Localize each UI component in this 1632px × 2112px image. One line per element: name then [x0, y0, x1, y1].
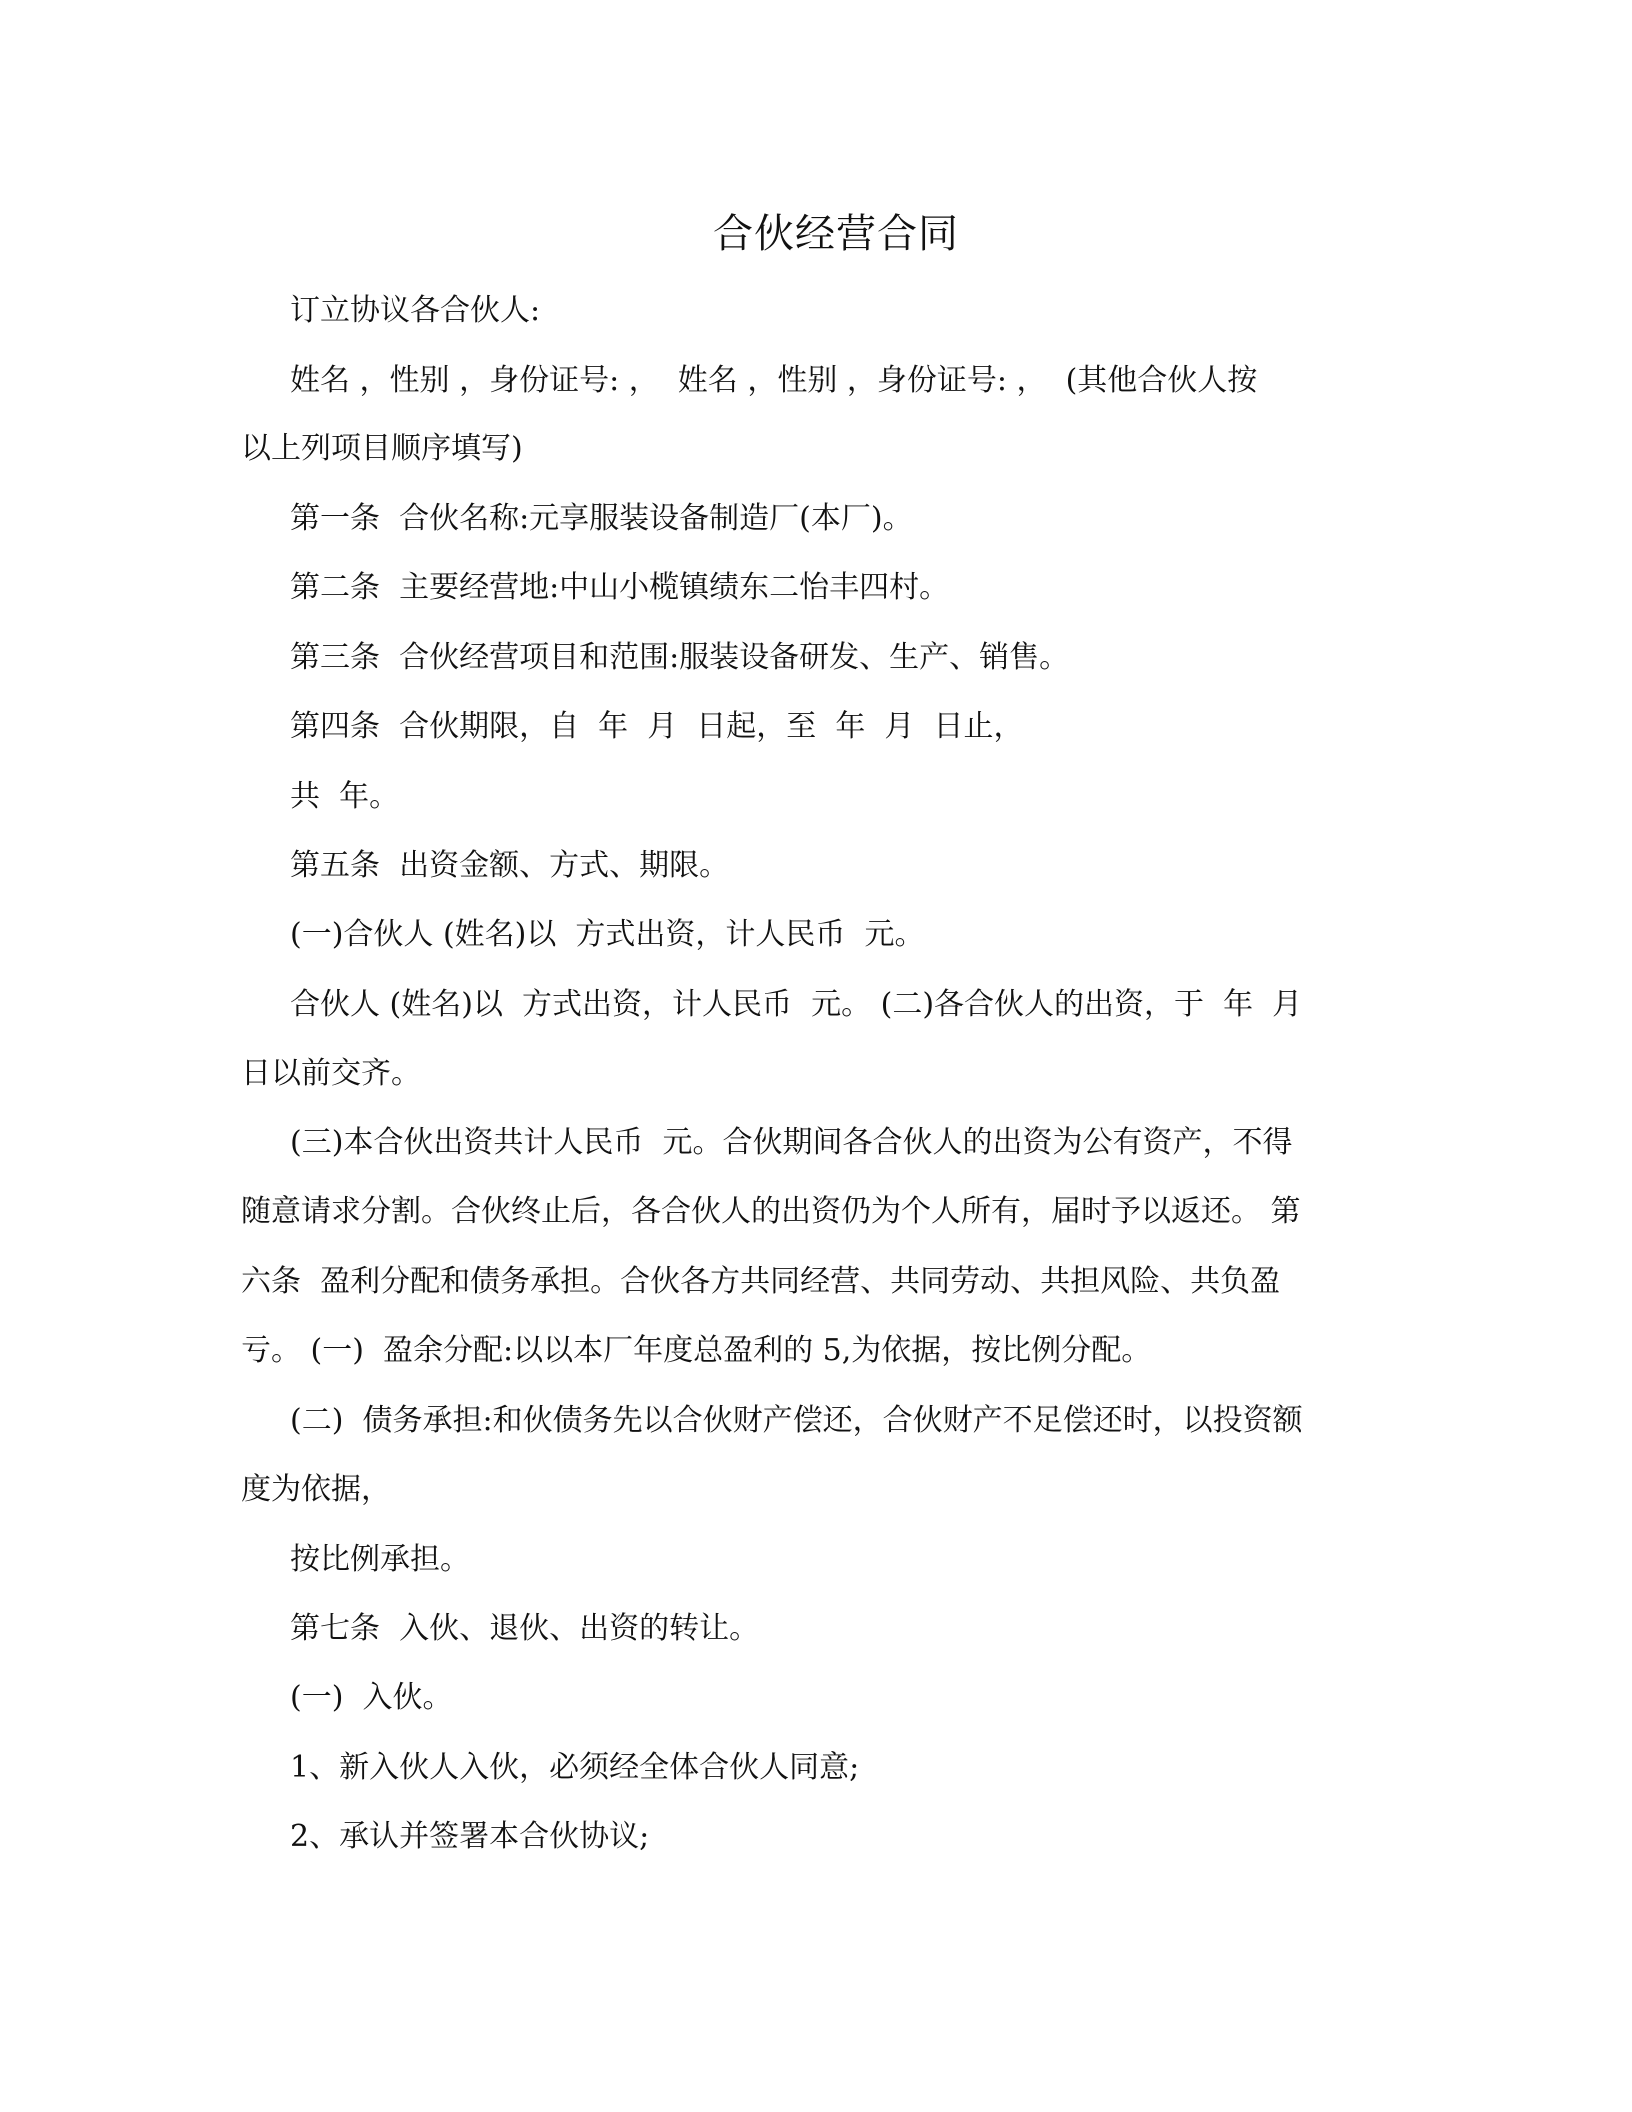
- text-line: 度为依据，: [241, 1472, 391, 1507]
- text-line: 合伙人 (姓名)以 方式出资，计人民币 元。 (二)各合伙人的出资，于 年 月: [290, 987, 1303, 1022]
- text-line: 第四条 合伙期限，自 年 月 日起，至 年 月 日止，: [290, 709, 1024, 744]
- text-line: (一) 入伙。: [290, 1680, 453, 1715]
- text-line: 按比例承担。: [290, 1542, 470, 1577]
- text-line: 姓名 ，性别 ，身份证号: ， 姓名 ，性别 ，身份证号: ， (其他合伙人按: [290, 363, 1258, 398]
- text-line: 随意请求分割。合伙终止后，各合伙人的出资仍为个人所有，届时予以返还。 第: [241, 1194, 1301, 1229]
- text-line: 以上列项目顺序填写): [241, 431, 523, 466]
- text-line: 第一条 合伙名称:元享服装设备制造厂(本厂)。: [290, 501, 913, 536]
- text-line: 第三条 合伙经营项目和范围:服装设备研发、生产、销售。: [290, 640, 1070, 675]
- text-line: 第二条 主要经营地:中山小榄镇绩东二怡丰四村。: [290, 570, 950, 605]
- text-line: 共 年。: [290, 779, 400, 814]
- text-line: 订立协议各合伙人:: [290, 293, 541, 328]
- text-line: 第五条 出资金额、方式、期限。: [290, 848, 730, 883]
- text-line: 六条 盈利分配和债务承担。合伙各方共同经营、共同劳动、共担风险、共负盈: [241, 1264, 1281, 1299]
- text-line: 亏。 (一) 盈余分配:以以本厂年度总盈利的 5,为依据，按比例分配。: [241, 1333, 1152, 1368]
- text-line: 日以前交齐。: [241, 1056, 421, 1091]
- text-line: 第七条 入伙、退伙、出资的转让。: [290, 1611, 760, 1646]
- text-line: (一)合伙人 (姓名)以 方式出资，计人民币 元。: [290, 917, 925, 952]
- text-line: 2、承认并签署本合伙协议;: [290, 1819, 650, 1854]
- text-line: 1、新入伙人入伙，必须经全体合伙人同意;: [290, 1750, 860, 1785]
- text-line: (三)本合伙出资共计人民币 元。合伙期间各合伙人的出资为公有资产，不得: [290, 1125, 1293, 1160]
- document-title: 合伙经营合同: [713, 211, 959, 257]
- text-line: (二) 债务承担:和伙债务先以合伙财产偿还，合伙财产不足偿还时，以投资额: [290, 1403, 1303, 1438]
